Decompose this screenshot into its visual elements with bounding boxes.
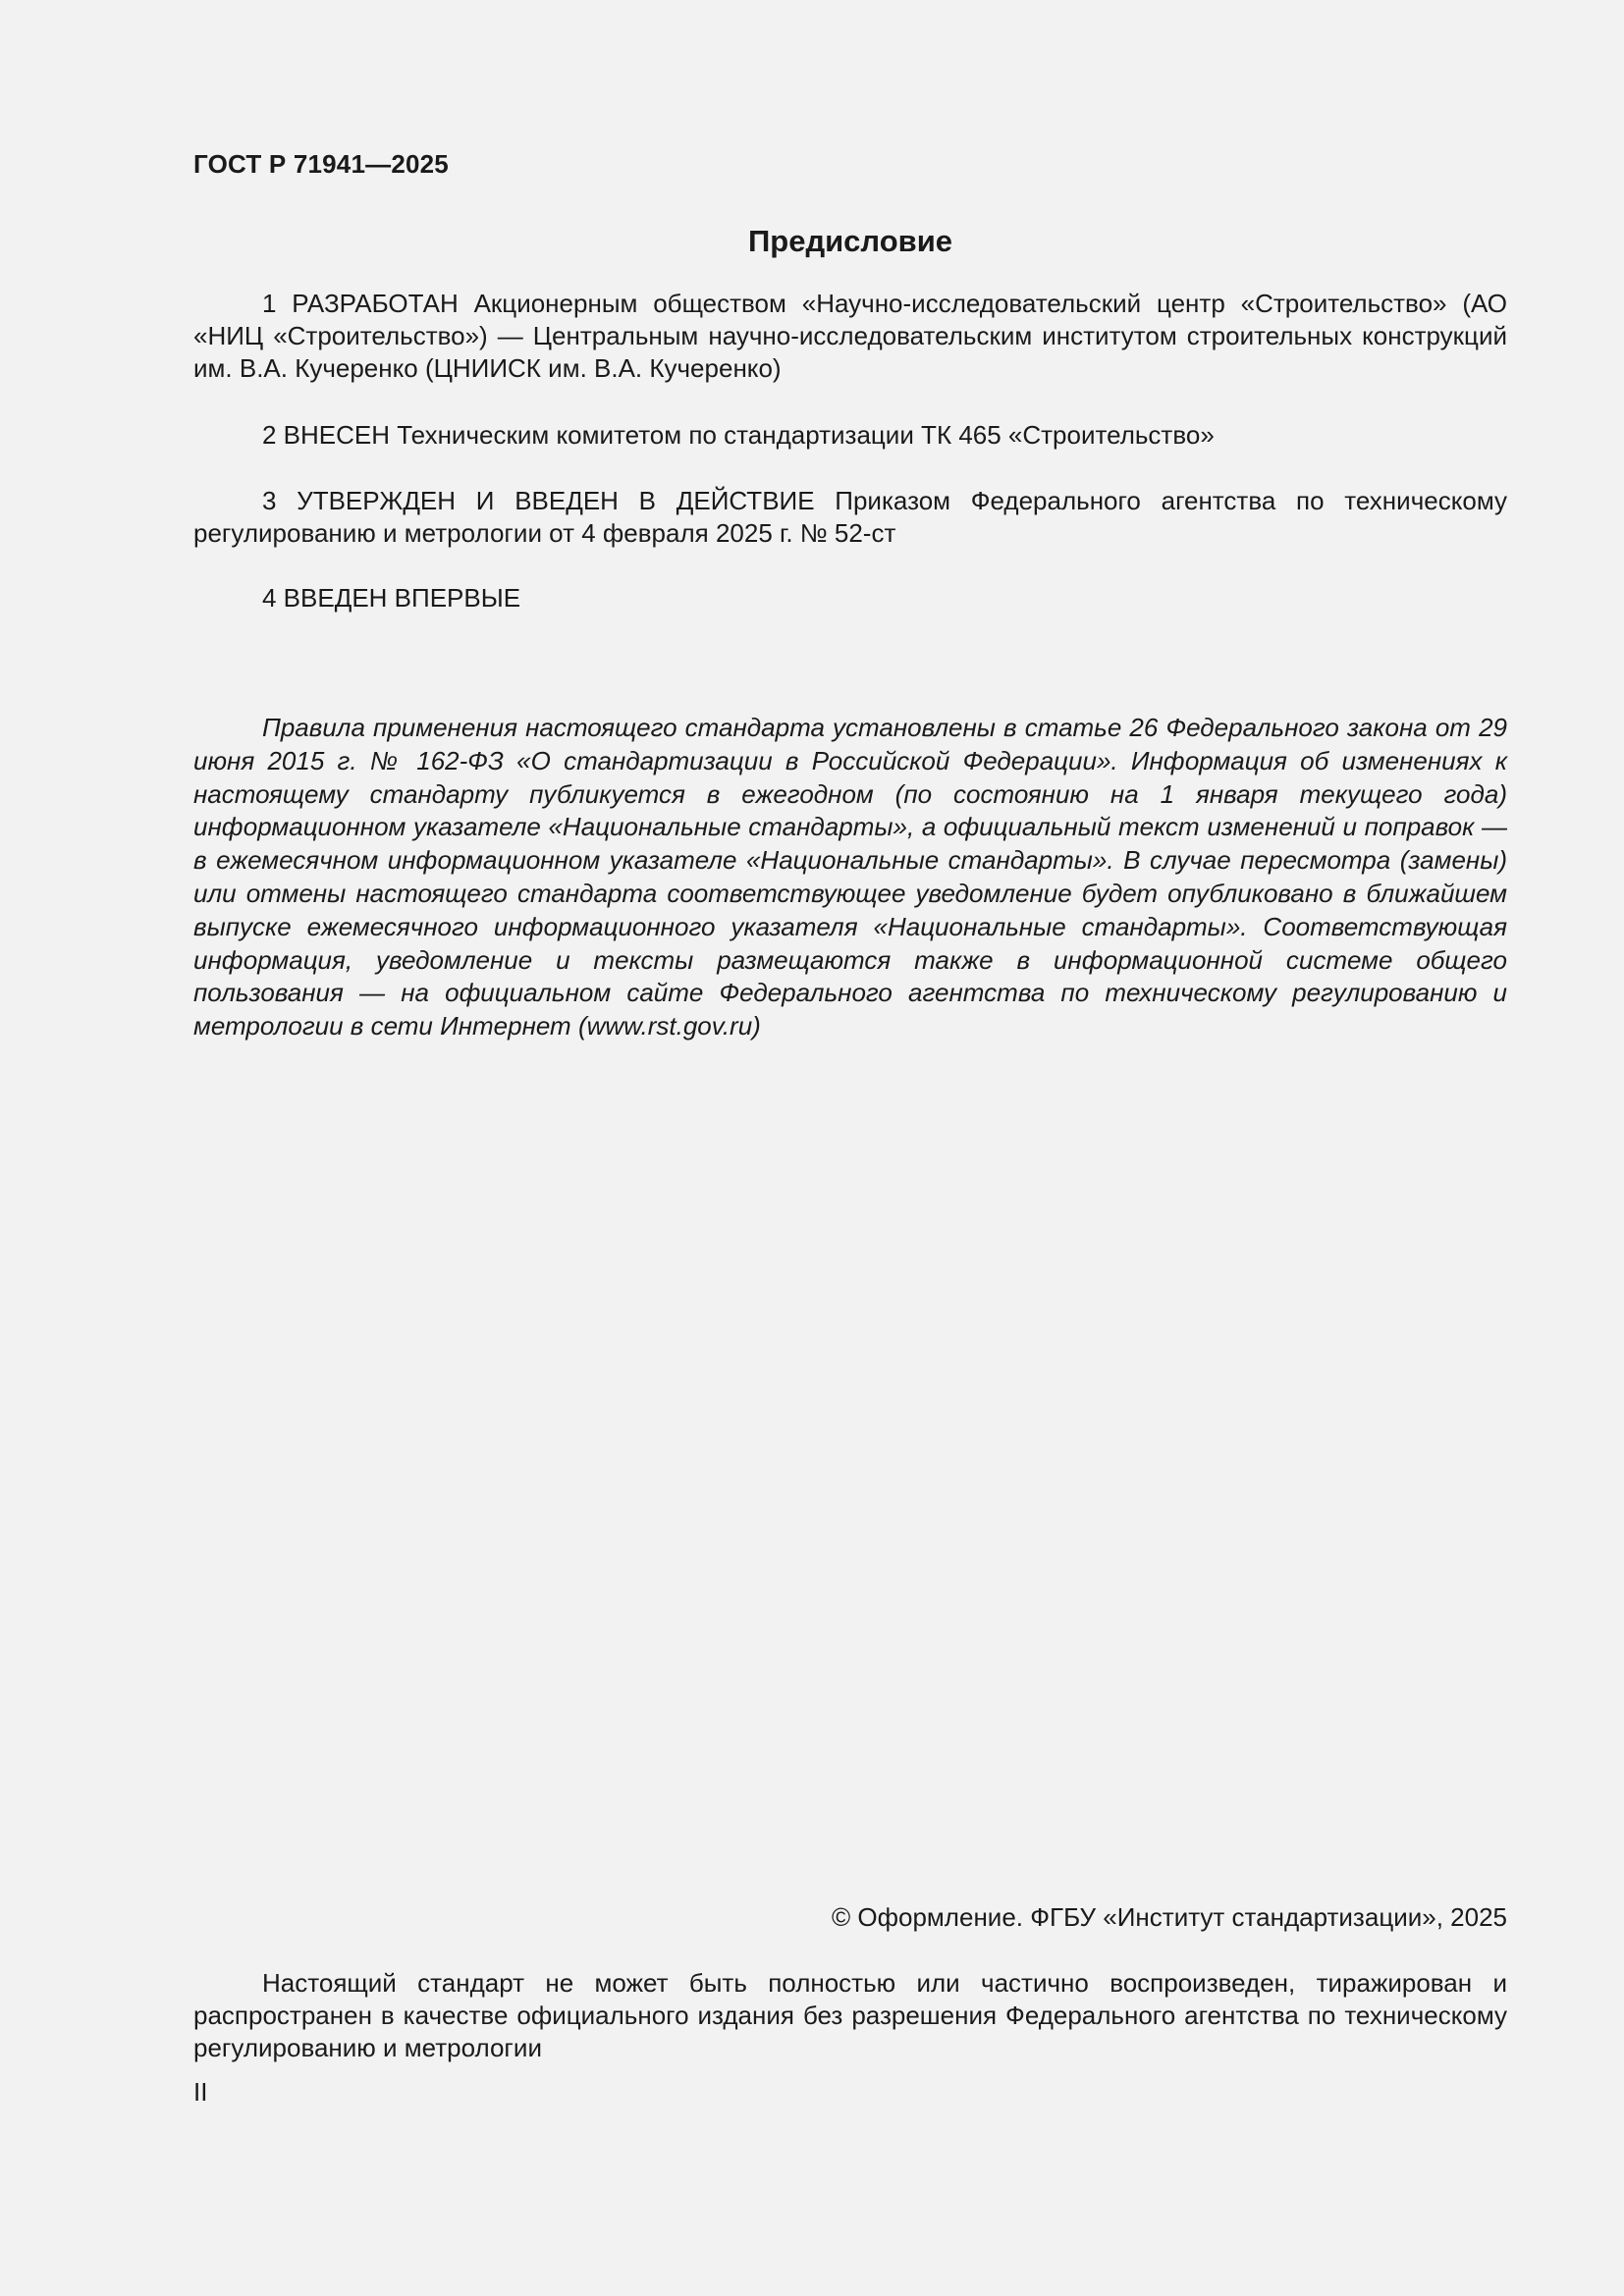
copyright-line: © Оформление. ФГБУ «Институт стандартизации», 2025 <box>832 1902 1507 1932</box>
document-code: ГОСТ Р 71941—2025 <box>193 149 449 179</box>
paragraph-first-introduced: 4 ВВЕДЕН ВПЕРВЫЕ <box>262 583 521 613</box>
paragraph-introduced-by: 2 ВНЕСЕН Техническим комитетом по стандартизации ТК 465 «Строительство» <box>262 420 1215 450</box>
paragraph-approved: 3 УТВЕРЖДЕН И ВВЕДЕН В ДЕЙСТВИЕ Приказом Федерального агентства по техническому регулированию и метрологии от 4 февраля 2025 г. № 52-ст <box>193 486 1507 548</box>
application-rules-notice: Правила применения настоящего стандарта установлены в статье 26 Федерального закона от 29 июня 2015 г. № 162-ФЗ «О стандартизации в Российской Федерации». Информация об изменениях к настоящему стандарту публикуется в ежегодном (по состоянию на 1 января текущего года) информационном указателе «Национальные стандарты», а официальный текст изменений и поправок — в ежемесячном информационном указателе «Национальные стандарты». В случае пересмотра (замены) или отмены настоящего стандарта соответствующее уведомление будет опубликовано в ближайшем выпуске ежемесячного информационного указателя «Национальные стандарты». Соответствующая информация, уведомление и тексты размещаются также в информационной системе общего пользования — на официальном сайте Федерального агентства по техническому регулированию и метрологии в сети Интернет (www.rst.gov.ru) <box>193 713 1507 1041</box>
page-title: Предисловие <box>747 224 952 258</box>
paragraph-developed-by: 1 РАЗРАБОТАН Акционерным обществом «Научно-исследовательский центр «Строительство» (АО «НИЦ «Строительство») — Центральным научно-исследовательским институтом строительных конструкций им. В.А. Кучеренко (ЦНИИСК им. В.А. Кучеренко) <box>193 289 1507 383</box>
reproduction-notice: Настоящий стандарт не может быть полностью или частично воспроизведен, тиражирован и распространен в качестве официального издания без разрешения Федерального агентства по техническому регулированию и метрологии <box>193 1968 1507 2062</box>
page-number: II <box>193 2077 208 2107</box>
